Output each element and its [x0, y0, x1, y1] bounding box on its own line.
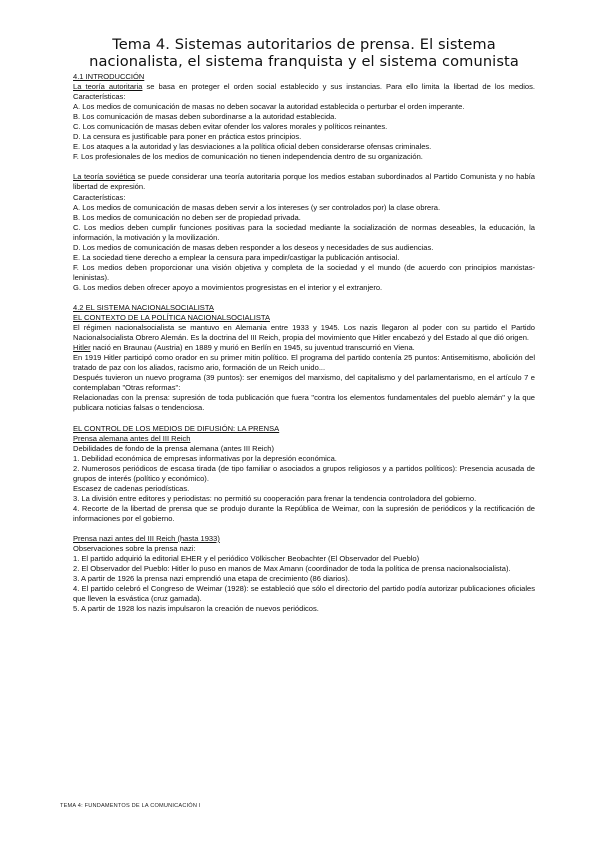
hitler-text: nació en Braunau (Austria) en 1889 y murió en Berlín en 1945, su juventud transcurrió en Viena. [90, 343, 415, 353]
list-item: Escasez de cadenas periodísticas. [73, 483, 190, 493]
list-item: F. Los medios deben proporcionar una visión objetiva y completa de la sociedad y el mundo (de acuerdo con principios marxistas- leninistas). [73, 262, 535, 282]
title-line-2: nacionalista, el sistema franquista y el sistema comunista [89, 53, 519, 70]
paragraph: Relacionadas con la prensa: supresión de toda publicación que fuera "contra los elementos fundamentales del pueblo alemán" y la que publicara noticias falsas o tendenciosa. [73, 393, 535, 413]
section-4-2-heading: 4.2 EL SISTEMA NACIONALSOCIALISTA [73, 302, 214, 312]
list-item: A. Los medios de comunicación de masas no deben socavar la autoridad establecida o perturbar el orden imperante. [73, 102, 465, 112]
list-item: 1. Debilidad económica de empresas informativas por la depresión económica. [73, 453, 337, 463]
list-item: 3. A partir de 1926 la prensa nazi emprendió una etapa de crecimiento (86 diarios). [73, 574, 350, 584]
page-footer: TEMA 4: FUNDAMENTOS DE LA COMUNICACIÓN I [60, 803, 201, 809]
german-press-intro: Debilidades de fondo de la prensa alemana (antes III Reich) [73, 443, 274, 453]
list-item: F. Los profesionales de los medios de comunicación no tienen independencia dentro de su organización. [73, 152, 423, 162]
control-heading: EL CONTROL DE LOS MEDIOS DE DIFUSIÓN: LA PRENSA [73, 423, 280, 433]
hitler-paragraph [73, 343, 535, 353]
nazi-press-subheading: Prensa nazi antes del III Reich (hasta 1933) [73, 533, 220, 543]
list-item: D. Los medios de comunicación de masas deben responder a los deseos y necesidades de sus audiencias. [73, 242, 434, 252]
list-item: 4. Recorte de la libertad de prensa que se produjo durante la República de Weimar, con la supresión de periódicos y la rectificación de informaciones por el gobierno. [73, 503, 535, 523]
soviet-text: se puede considerar una teoría autoritaria porque los medios estaban subordinados al Partido Comunista y no había libertad de expresión. [73, 172, 535, 192]
list-item: 4. El partido celebró el Congreso de Weimar (1928): se estableció que sólo el directorio del partido podía autorizar publicaciones oficiales que lleven la esvástica (cruz gamada). [73, 584, 535, 604]
list-item: G. Los medios deben ofrecer apoyo a movimientos progresistas en el interior y el extranjero. [73, 282, 383, 292]
hitler-term: Hitler [73, 343, 91, 353]
list-item: 1. El partido adquirió la editorial EHER y el periódico Völkischer Beobachter (El Observador del Pueblo) [73, 554, 420, 564]
list-item: E. La sociedad tiene derecho a emplear la censura para impedir/castigar la publicación antisocial. [73, 252, 400, 262]
soviet-intro [73, 172, 535, 192]
soviet-characteristics-label: Características: [73, 192, 126, 202]
authoritarian-intro [73, 82, 535, 102]
authoritarian-term: La teoría autoritaria [73, 82, 143, 92]
list-item: B. Los medios de comunicación no deben ser de propiedad privada. [73, 212, 301, 222]
list-item: 5. A partir de 1928 los nazis impulsaron la creación de nuevos periódicos. [73, 604, 319, 614]
list-item: C. Los medios deben cumplir funciones positivas para la sociedad mediante la socialización de normas deseables, la educación, la información, la motivación y la movilización. [73, 222, 535, 242]
document-title [73, 36, 535, 70]
list-item: 3. La división entre editores y periodistas: no permitió su cooperación para frenar la tendencia controladora del gobierno. [73, 493, 477, 503]
authoritarian-text: se basa en proteger el orden social establecido y sus instancias. Para ello limita la libertad de los medios. Características: [73, 82, 535, 102]
title-line-1: Tema 4. Sistemas autoritarios de prensa. El sistema [112, 36, 496, 53]
context-subheading: EL CONTEXTO DE LA POLÍTICA NACIONALSOCIALISTA [73, 313, 270, 323]
paragraph: En 1919 Hitler participó como orador en su primer mitin político. El programa del partido contenía 25 puntos: Antisemitismo, abolición del tratado de paz con los aliados, racismo ario, formación de un Reich unido... [73, 353, 535, 373]
german-press-subheading: Prensa alemana antes del III Reich [73, 433, 191, 443]
document-page [73, 36, 535, 614]
list-item: E. Los ataques a la autoridad y las desviaciones a la política oficial deben considerarse ofensas criminales. [73, 142, 432, 152]
list-item: 2. Numerosos periódicos de escasa tirada (de tipo familiar o asociados a grupos religiosos y a partidos políticos): Presencia acusada de grupos de interés (político y económico). [73, 463, 535, 483]
list-item: D. La censura es justificable para poner en práctica estos principios. [73, 132, 302, 142]
list-item: A. Los medios de comunicación de masas deben servir a los intereses (y ser controlados por) la clase obrera. [73, 202, 441, 212]
nazi-press-intro: Observaciones sobre la prensa nazi: [73, 544, 196, 554]
section-4-1-heading: 4.1 INTRODUCCIÓN [73, 72, 145, 81]
paragraph: El régimen nacionalsocialista se mantuvo en Alemania entre 1933 y 1945. Los nazis llegaron al poder con su partido el Partido Nacionalsocialista Obrero Alemán. Es la doctrina del III Reich, propia del movimiento que Hitler encabezó y del Estado al que dió origen. [73, 323, 535, 343]
list-item: 2. El Observador del Pueblo: Hitler lo puso en manos de Max Amann (coordinador de toda la política de prensa nacionalsocialista). [73, 564, 511, 574]
list-item: B. Los comunicación de masas deben subordinarse a la autoridad establecida. [73, 112, 337, 122]
soviet-term: La teoría soviética [73, 172, 136, 182]
paragraph: Después tuvieron un nuevo programa (39 puntos): ser enemigos del marxismo, del capitalismo y del parlamentarismo, en el artículo 7 e contemplaban "Otras reformas": [73, 373, 535, 393]
list-item: C. Los comunicación de masas deben evitar ofender los valores morales y políticos reinantes. [73, 122, 388, 132]
